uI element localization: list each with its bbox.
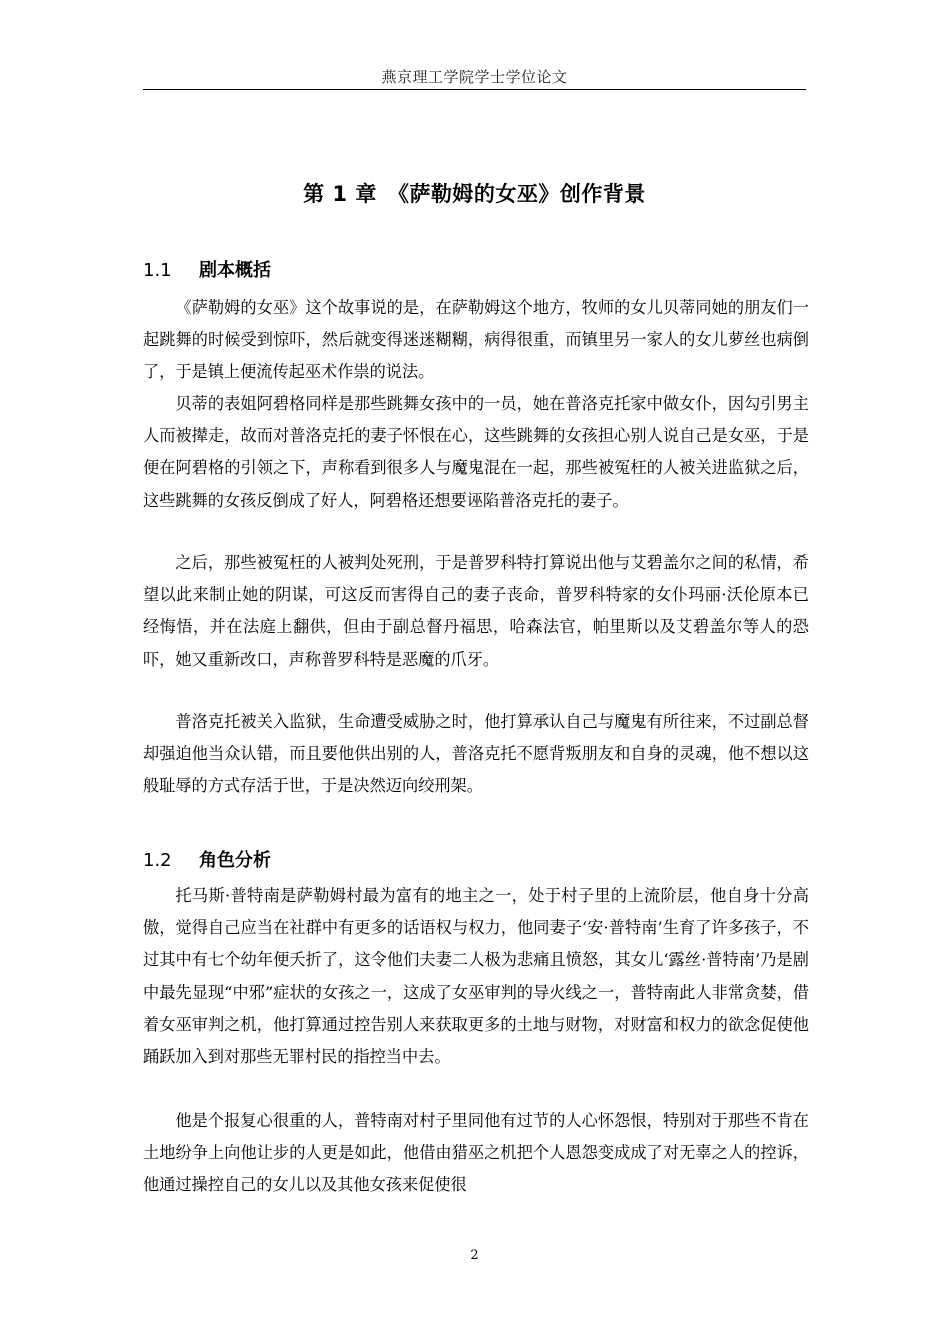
section-heading-1-2: [143, 846, 271, 872]
header-rule: [143, 89, 806, 90]
section-title-text: 角色分析: [199, 850, 271, 871]
paragraph: 《萨勒姆的女巫》这个故事说的是，在萨勒姆这个地方，牧师的女儿贝蒂同她的朋友们一起跳舞的时候受到惊吓，然后就变得迷迷糊糊，病得很重，而镇里另一家人的女儿萝丝也病倒了，于是镇上便流传起巫术作祟的说法。: [143, 298, 809, 382]
paragraph: 普洛克托被关入监狱，生命遭受威胁之时，他打算承认自己与魔鬼有所往来，不过副总督却强迫他当众认错，而且要他供出别的人，普洛克托不愿背叛朋友和自身的灵魂，他不想以这般耻辱的方式存活于世，于是决然迈向绞刑架。: [143, 712, 809, 796]
section-title-text: 剧本概括: [199, 260, 271, 281]
chapter-title: 第 1 章 《萨勒姆的女巫》创作背景: [303, 182, 646, 206]
section-number: 1.1: [143, 260, 172, 281]
section-number: 1.2: [143, 850, 172, 871]
page-number: 2: [470, 1248, 479, 1263]
running-header: 燕京理工学院学士学位论文: [381, 68, 568, 86]
paragraph: 托马斯·普特南是萨勒姆村最为富有的地主之一，处于村子里的上流阶层，他自身十分高傲，觉得自己应当在社群中有更多的话语权与权力，他同妻子‘安·普特南’生育了许多孩子，不过其中有七个幼年便夭折了，这令他们夫妻二人极为悲痛且愤怒，其女儿‘露丝·普特南’乃是剧中最先显现“中邪”症状的女孩之一，这成了女巫审判的导火线之一，普特南此人非常贪婪，借着女巫审判之机，他打算通过控告别人来获取更多的土地与财物，对财富和权力的欲念促使他踊跃加入到对那些无罪村民的指控当中去。: [143, 886, 809, 1067]
paragraph: 之后，那些被冤枉的人被判处死刑，于是普罗科特打算说出他与艾碧盖尔之间的私情，希望以此来制止她的阴谋，可这反而害得自己的妻子丧命，普罗科特家的女仆玛丽·沃伦原本已经悔悟，并在法庭上翻供，但由于副总督丹福思，哈森法官，帕里斯以及艾碧盖尔等人的恐吓，她又重新改口，声称普罗科特是恶魔的爪牙。: [143, 553, 809, 669]
paragraph: 贝蒂的表姐阿碧格同样是那些跳舞女孩中的一员，她在普洛克托家中做女仆，因勾引男主人而被撵走，故而对普洛克托的妻子怀恨在心，这些跳舞的女孩担心别人说自己是女巫，于是便在阿碧格的引领之下，声称看到很多人与魔鬼混在一起，那些被冤枉的人被关进监狱之后，这些跳舞的女孩反倒成了好人，阿碧格还想要诬陷普洛克托的妻子。: [143, 394, 809, 510]
paragraph: 他是个报复心很重的人，普特南对村子里同他有过节的人心怀怨恨，特别对于那些不肯在土地纷争上向他让步的人更是如此，他借由猎巫之机把个人恩怨变成成了对无辜之人的控诉，他通过操控自己的女儿以及其他女孩来促使很: [143, 1111, 809, 1195]
section-heading-1-1: [143, 256, 271, 282]
